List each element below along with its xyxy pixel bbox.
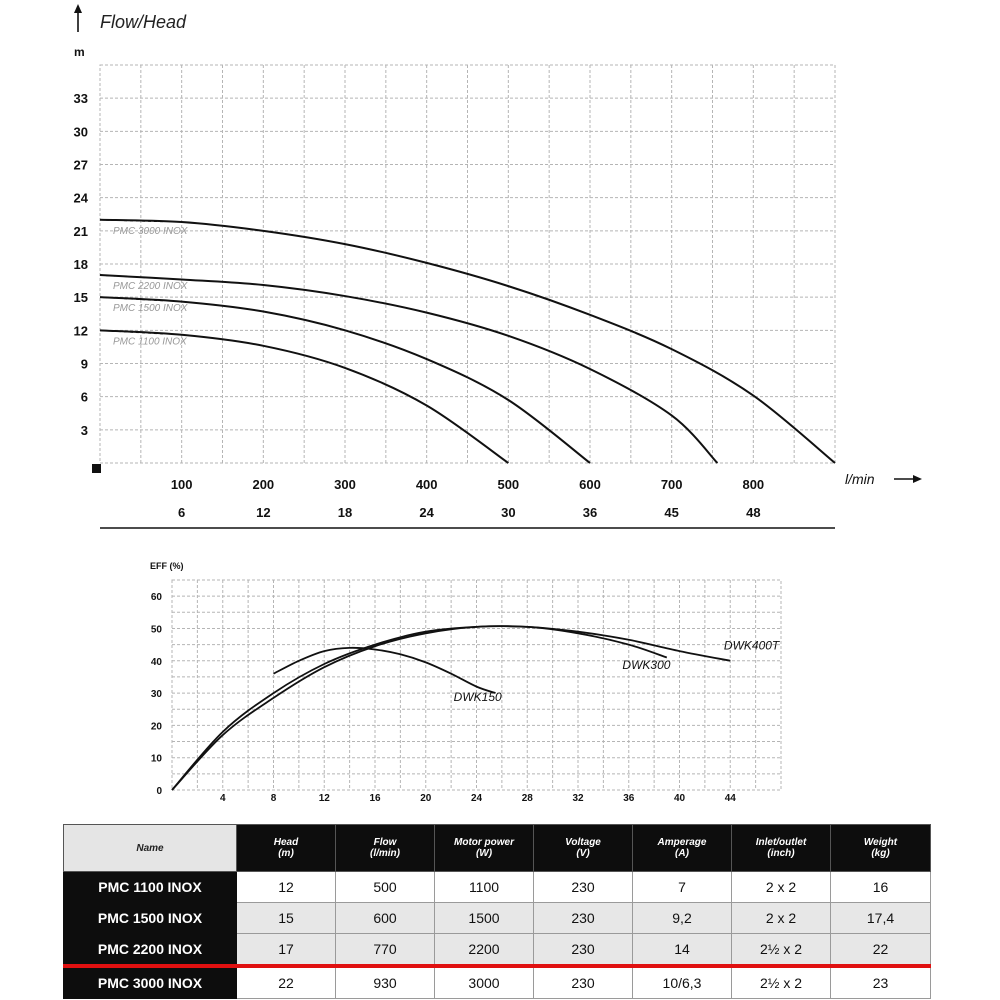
eff-y-tick-label: 40 (150, 656, 162, 668)
eff-y-tick-label: 20 (150, 721, 162, 733)
flow-y-tick-label: 3 (80, 422, 88, 438)
cell-voltage: 230 (534, 903, 633, 934)
row-name: PMC 1100 INOX (64, 872, 237, 903)
eff-x-tick-label: 32 (572, 793, 584, 804)
col-header-voltage: Voltage (V) (534, 825, 633, 872)
flow-x2-tick-label: 6 (178, 505, 186, 520)
eff-series-label: DWK300 (622, 657, 671, 672)
flow-series-label: PMC 3000 INOX (113, 225, 188, 237)
cell-amperage: 9,2 (633, 903, 732, 934)
eff-curve (172, 626, 667, 790)
flow-y-tick-label: 6 (80, 389, 88, 405)
eff-y-tick-label: 60 (150, 592, 162, 604)
table-row (64, 934, 931, 967)
cell-head: 15 (237, 903, 336, 934)
col-header-name: Name (64, 825, 237, 872)
cell-head: 22 (237, 966, 336, 999)
cell-inlet-outlet: 2½ x 2 (732, 966, 831, 999)
flow-y-tick-label: 33 (73, 91, 88, 107)
cell-amperage: 7 (633, 872, 732, 903)
col-header-weight: Weight (kg) (831, 825, 931, 872)
cell-voltage: 230 (534, 966, 633, 999)
flow-series-label: PMC 1100 INOX (113, 336, 187, 348)
eff-x-tick-label: 44 (724, 793, 736, 804)
flow-y-tick-label: 18 (73, 257, 88, 272)
cell-weight: 17,4 (831, 903, 931, 934)
eff-x-tick-label: 4 (219, 793, 226, 804)
cell-inlet-outlet: 2½ x 2 (732, 934, 831, 967)
eff-x-tick-label: 20 (420, 793, 432, 804)
eff-y-tick-label: 30 (150, 689, 162, 701)
row-name: PMC 2200 INOX (64, 934, 237, 967)
eff-y-tick-label: 10 (150, 753, 162, 765)
cell-weight: 23 (831, 966, 931, 999)
flow-series-label: PMC 1500 INOX (113, 303, 188, 315)
row-name: PMC 1500 INOX (64, 903, 237, 934)
eff-series-label: DWK400T (723, 638, 780, 653)
cell-head: 12 (237, 872, 336, 903)
eff-x-tick-label: 12 (318, 793, 330, 804)
flow-y-tick-label: 30 (73, 124, 88, 140)
flow-y-tick-label: 9 (80, 356, 88, 372)
flow-x-tick-label: 600 (579, 477, 601, 492)
flow-x-unit: l/min (845, 471, 875, 487)
flow-x-tick-label: 300 (334, 477, 356, 492)
flow-y-tick-label: 21 (73, 223, 88, 239)
cell-weight: 22 (831, 934, 931, 967)
flow-x-tick-label: 200 (252, 477, 275, 492)
cell-flow: 500 (336, 872, 435, 903)
cell-motor-power: 1100 (435, 872, 534, 903)
cell-flow: 930 (336, 966, 435, 999)
cell-flow: 600 (336, 903, 435, 934)
eff-grid (172, 580, 781, 790)
flow-y-unit: m (74, 45, 85, 59)
flow-x-tick-label: 500 (497, 477, 520, 492)
flow-x2-tick-label: 24 (419, 505, 434, 520)
flow-x2-tick-label: 12 (256, 505, 271, 520)
flow-y-tick-label: 24 (73, 190, 88, 206)
table-row (64, 966, 931, 999)
eff-x-tick-label: 16 (369, 793, 381, 804)
col-header-motor-power: Motor power (W) (435, 825, 534, 872)
cell-amperage: 14 (633, 934, 732, 967)
flow-grid (100, 65, 835, 463)
specs-table (63, 824, 931, 999)
eff-x-tick-label: 8 (270, 793, 277, 804)
eff-y-title: EFF (%) (150, 561, 184, 571)
cell-motor-power: 1500 (435, 903, 534, 934)
eff-curve (274, 648, 496, 693)
flow-x2-tick-label: 30 (501, 505, 516, 520)
eff-x-tick-label: 28 (521, 793, 533, 804)
cell-motor-power: 2200 (435, 934, 534, 967)
flow-x-tick-label: 700 (660, 477, 683, 492)
table-row (64, 903, 931, 934)
eff-tick-labels (151, 592, 736, 804)
table-row (64, 872, 931, 903)
row-name: PMC 3000 INOX (64, 966, 237, 999)
col-header-inlet-outlet: Inlet/outlet (inch) (732, 825, 831, 872)
flow-x-arrow (894, 475, 922, 483)
flow-origin-marker (92, 464, 101, 473)
eff-x-tick-label: 40 (673, 793, 686, 804)
flow-x-tick-label: 400 (415, 477, 438, 492)
efficiency-chart (0, 540, 1000, 815)
flow-x2-tick-label: 48 (746, 505, 761, 520)
eff-y-tick-label: 0 (156, 786, 162, 797)
cell-motor-power: 3000 (435, 966, 534, 999)
cell-voltage: 230 (534, 872, 633, 903)
eff-y-tick-label: 50 (150, 624, 162, 636)
flow-chart-title: Flow/Head (100, 12, 187, 32)
cell-inlet-outlet: 2 x 2 (732, 903, 831, 934)
flow-x-tick-label: 800 (742, 477, 765, 492)
cell-head: 17 (237, 934, 336, 967)
flow-y-tick-label: 27 (73, 157, 88, 173)
cell-flow: 770 (336, 934, 435, 967)
eff-x-tick-label: 36 (623, 793, 635, 804)
table-header-row (64, 825, 931, 872)
flow-x-tick-label: 100 (170, 477, 193, 492)
flow-x2-tick-label: 18 (337, 505, 353, 520)
flow-x2-tick-label: 36 (582, 505, 598, 520)
flow-series-label: PMC 2200 INOX (113, 281, 188, 293)
flow-y-tick-label: 12 (73, 323, 88, 339)
col-header-head: Head (m) (237, 825, 336, 872)
cell-amperage: 10/6,3 (633, 966, 732, 999)
eff-x-tick-label: 24 (470, 793, 483, 804)
cell-inlet-outlet: 2 x 2 (732, 872, 831, 903)
flow-y-tick-label: 15 (73, 290, 88, 306)
cell-voltage: 230 (534, 934, 633, 967)
col-header-flow: Flow (l/min) (336, 825, 435, 872)
col-header-amperage: Amperage (A) (633, 825, 732, 872)
eff-series-label: DWK150 (453, 690, 502, 705)
flow-axis-arrow-up (74, 4, 82, 32)
cell-weight: 16 (831, 872, 931, 903)
flow-x2-tick-label: 45 (664, 505, 679, 520)
